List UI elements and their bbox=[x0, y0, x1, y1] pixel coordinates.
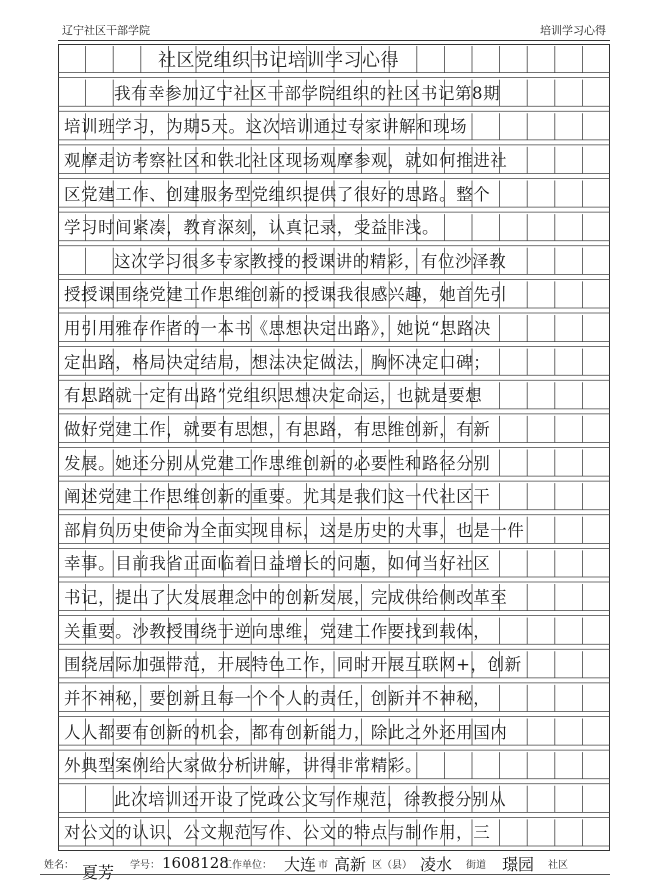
district-suffix: 区（县） bbox=[372, 860, 412, 871]
essay-line: 这次学习很多专家教授的授课讲的精彩，有位沙泽教 bbox=[114, 251, 507, 271]
essay-line: 书记，提出了大发展理念中的创新发展，完成供给侧改革至 bbox=[64, 588, 508, 607]
essay-line: 幸事。目前我省正面临着日益增长的问题，如何当好社区 bbox=[64, 554, 491, 574]
essay-line: 人人都要有创新的机会，都有创新能力，除此之外还用国内 bbox=[64, 722, 508, 742]
essay-line: 发展。她还分别从党建工作思维创新的必要性和路径分别 bbox=[64, 453, 491, 473]
footer-divider bbox=[40, 874, 610, 875]
essay-line: 学习时间紧凑，教育深刻，认真记录，受益非浅。 bbox=[64, 218, 440, 238]
community-value: 璟园 bbox=[502, 855, 535, 874]
district-value: 高新 bbox=[334, 855, 367, 874]
essay-line: 对公文的认识、公文规范写作、公文的特点与制作用，三 bbox=[64, 823, 491, 843]
essay-line: 阐述党建工作思维创新的重要。尤其是我们这一代社区干 bbox=[64, 487, 491, 507]
street-suffix: 街道 bbox=[466, 860, 486, 871]
essay-line: 有思路就一定有出路”党组织思想决定命运，也就是要想 bbox=[64, 386, 483, 406]
essay-line: 外典型案例给大家做分析讲解，讲得非常精彩。 bbox=[64, 756, 423, 776]
community-suffix: 社区 bbox=[548, 860, 568, 871]
header-doc-type: 培训学习心得 bbox=[540, 24, 606, 37]
essay-title: 社区党组织书记培训学习心得 bbox=[158, 50, 400, 71]
header-divider bbox=[58, 40, 610, 41]
essay-line: 关重要。沙教授围绕于逆向思维，党建工作要找到载体， bbox=[64, 621, 491, 641]
city-suffix: 市 bbox=[318, 860, 328, 871]
essay-line: 区党建工作、创建服务型党组织提供了很好的思路。整个 bbox=[64, 184, 491, 204]
essay-line: 围绕居际加强带范，开展特色工作，同时开展互联网+，创新 bbox=[64, 655, 522, 675]
essay-line: 并不神秘，要创新且每一个个人的责任，创新并不神秘， bbox=[64, 688, 491, 708]
essay-line: 培训班学习，为期5天。这次培训通过专家讲解和现场 bbox=[64, 117, 468, 137]
student-id-value: 1608128 bbox=[162, 854, 229, 872]
essay-line: 此次培训还开设了党政公文写作规范，徐教授分别从 bbox=[114, 789, 507, 809]
essay-body bbox=[58, 44, 610, 851]
manuscript-grid bbox=[58, 44, 610, 851]
city-value: 大连 bbox=[284, 855, 317, 874]
name-value: 夏芳 bbox=[82, 863, 115, 882]
name-label: 姓名： bbox=[44, 860, 74, 871]
student-id-label: 学号： bbox=[130, 860, 160, 871]
essay-line: 我有幸参加辽宁社区干部学院组织的社区书记第8期 bbox=[114, 83, 501, 103]
essay-line: 做好党建工作，就要有思想，有思路，有思维创新，有新 bbox=[64, 419, 491, 439]
essay-line: 部肩负历史使命为全面实现目标，这是历史的大事，也是一件 bbox=[64, 520, 525, 540]
header-school-name: 辽宁社区干部学院 bbox=[62, 24, 150, 37]
street-value: 凌水 bbox=[420, 855, 453, 874]
essay-line: 用引用雅存作者的一本书《思想决定出路》，她说“思路决 bbox=[64, 319, 491, 338]
essay-line: 观摩走访考察社区和铁北社区现场观摩参观，就如何推进社 bbox=[64, 150, 508, 170]
work-unit-label: 工作单位： bbox=[222, 860, 272, 871]
essay-line: 定出路，格局决定结局，想法决定做法，胸怀决定口碑； bbox=[64, 352, 491, 372]
essay-line: 授授课围绕党建工作思维创新的授课我很感兴趣，她首先引 bbox=[64, 285, 508, 305]
